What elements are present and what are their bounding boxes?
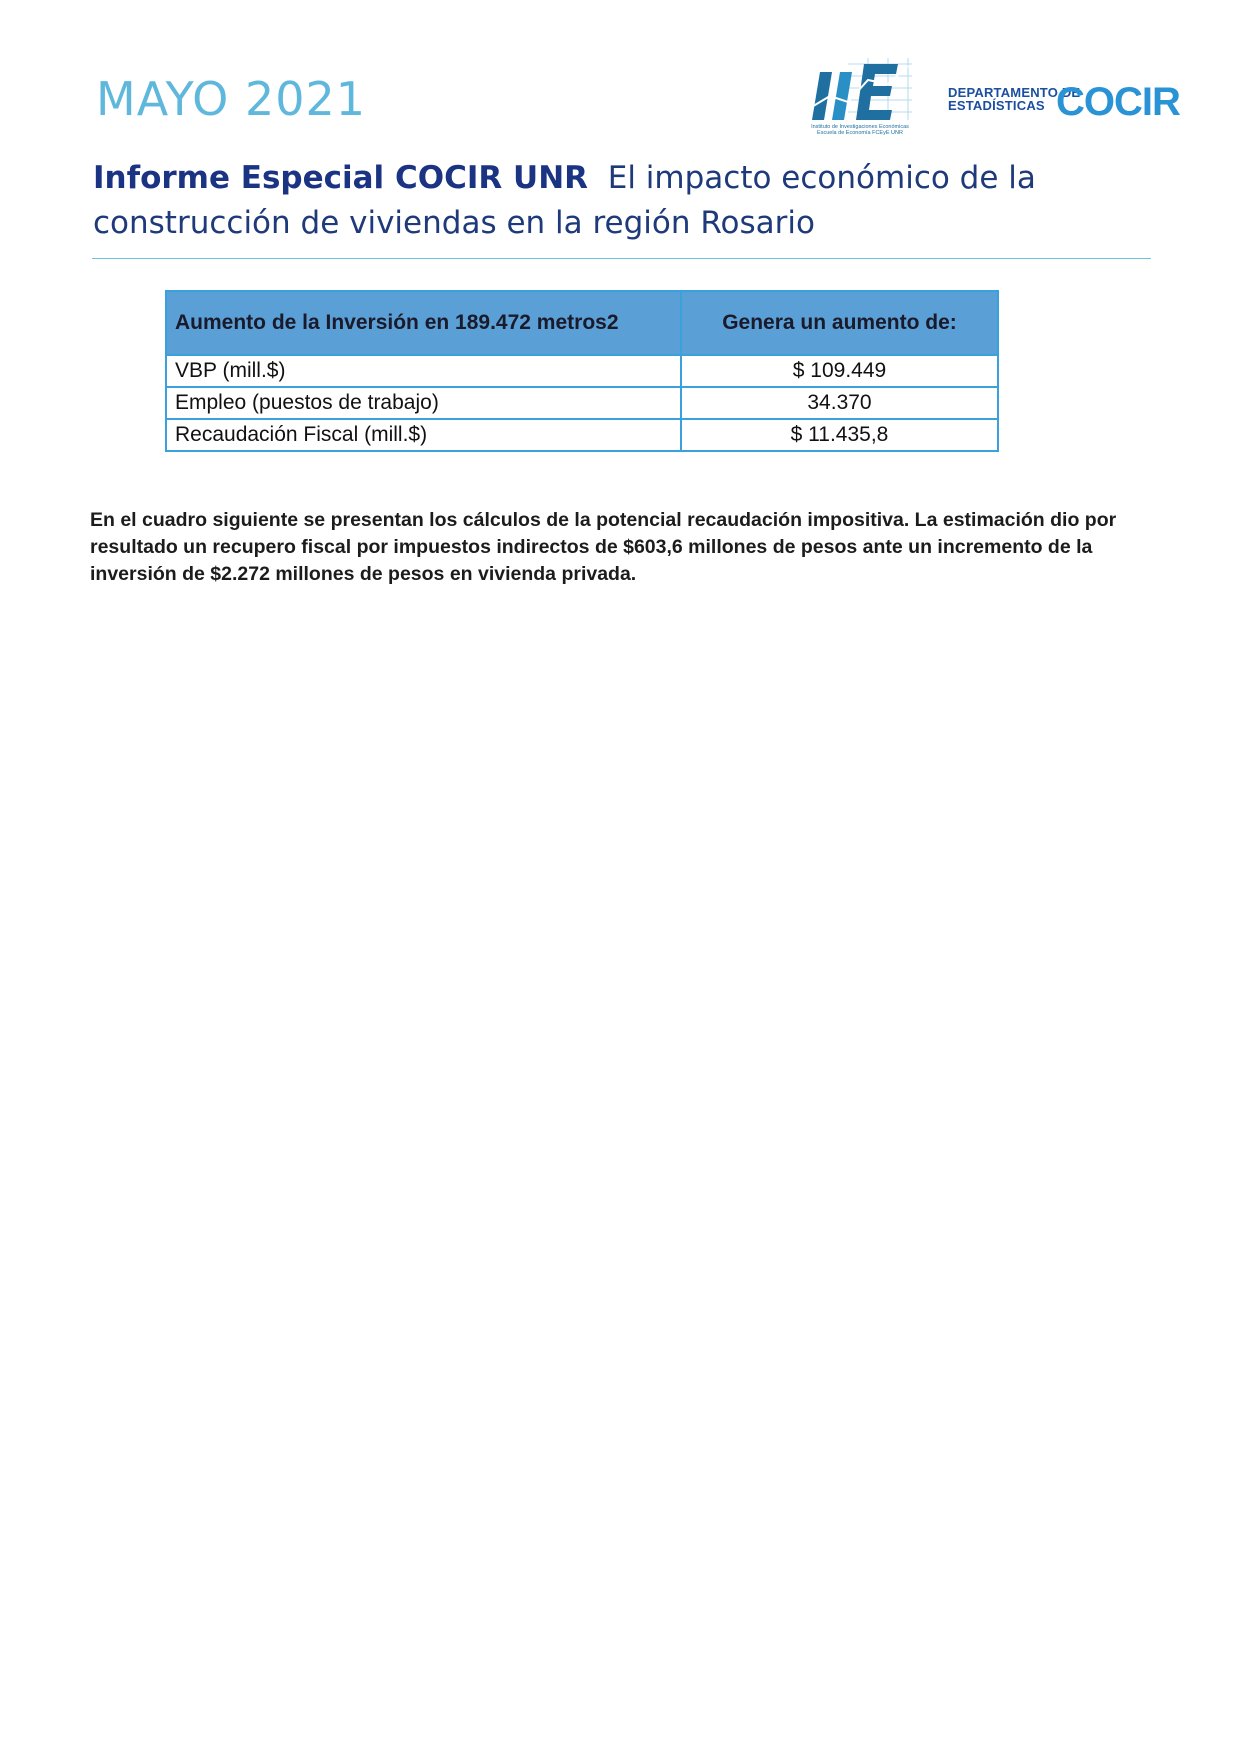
table-row-label: Empleo (puestos de trabajo)	[166, 387, 681, 419]
iie-logo-line2: Escuela de Economía FCEyE UNR	[817, 130, 903, 136]
summary-paragraph: En el cuadro siguiente se presentan los cálculos de la potencial recaudación impositiva. La estimación dio por resultado un recupero fiscal por impuestos indirectos de $603,6 millones de pesos ante un incremento de la inversión de $2.272 millones de pesos en vivienda privada.	[90, 509, 1117, 585]
table-row-label: Recaudación Fiscal (mill.$)	[166, 419, 681, 451]
cocir-logo-dept-line2: ESTADÍSTICAS	[948, 98, 1045, 113]
title-divider	[92, 258, 1151, 259]
report-date: MAYO 2021	[96, 72, 367, 126]
cocir-logo	[948, 80, 1180, 124]
cocir-logo-brand: COCIR	[1056, 80, 1180, 124]
table-header-investment: Aumento de la Inversión en 189.472 metros2	[166, 291, 681, 355]
iie-logo-line1: Instituto de Investigaciones Económicas	[811, 124, 909, 130]
table-row-value: 34.370	[681, 387, 998, 419]
iie-logo-mark	[808, 58, 912, 122]
table-row	[166, 387, 998, 419]
report-title-rest: El impacto económico de la construcción de viviendas en la región Rosario	[93, 160, 1036, 241]
table-row	[166, 355, 998, 387]
table-row-label: VBP (mill.$)	[166, 355, 681, 387]
table-row-value: $ 11.435,8	[681, 419, 998, 451]
cocir-logo-dept-line1: DEPARTAMENTO DE	[948, 85, 1081, 100]
table-header-row	[166, 291, 998, 355]
table-header-increase: Genera un aumento de:	[681, 291, 998, 355]
table-row-value: $ 109.449	[681, 355, 998, 387]
report-title-bold: Informe Especial COCIR UNR	[93, 160, 589, 196]
report-title	[93, 156, 1133, 246]
table-row	[166, 419, 998, 451]
impact-table	[165, 290, 999, 452]
iie-logo	[808, 58, 912, 136]
